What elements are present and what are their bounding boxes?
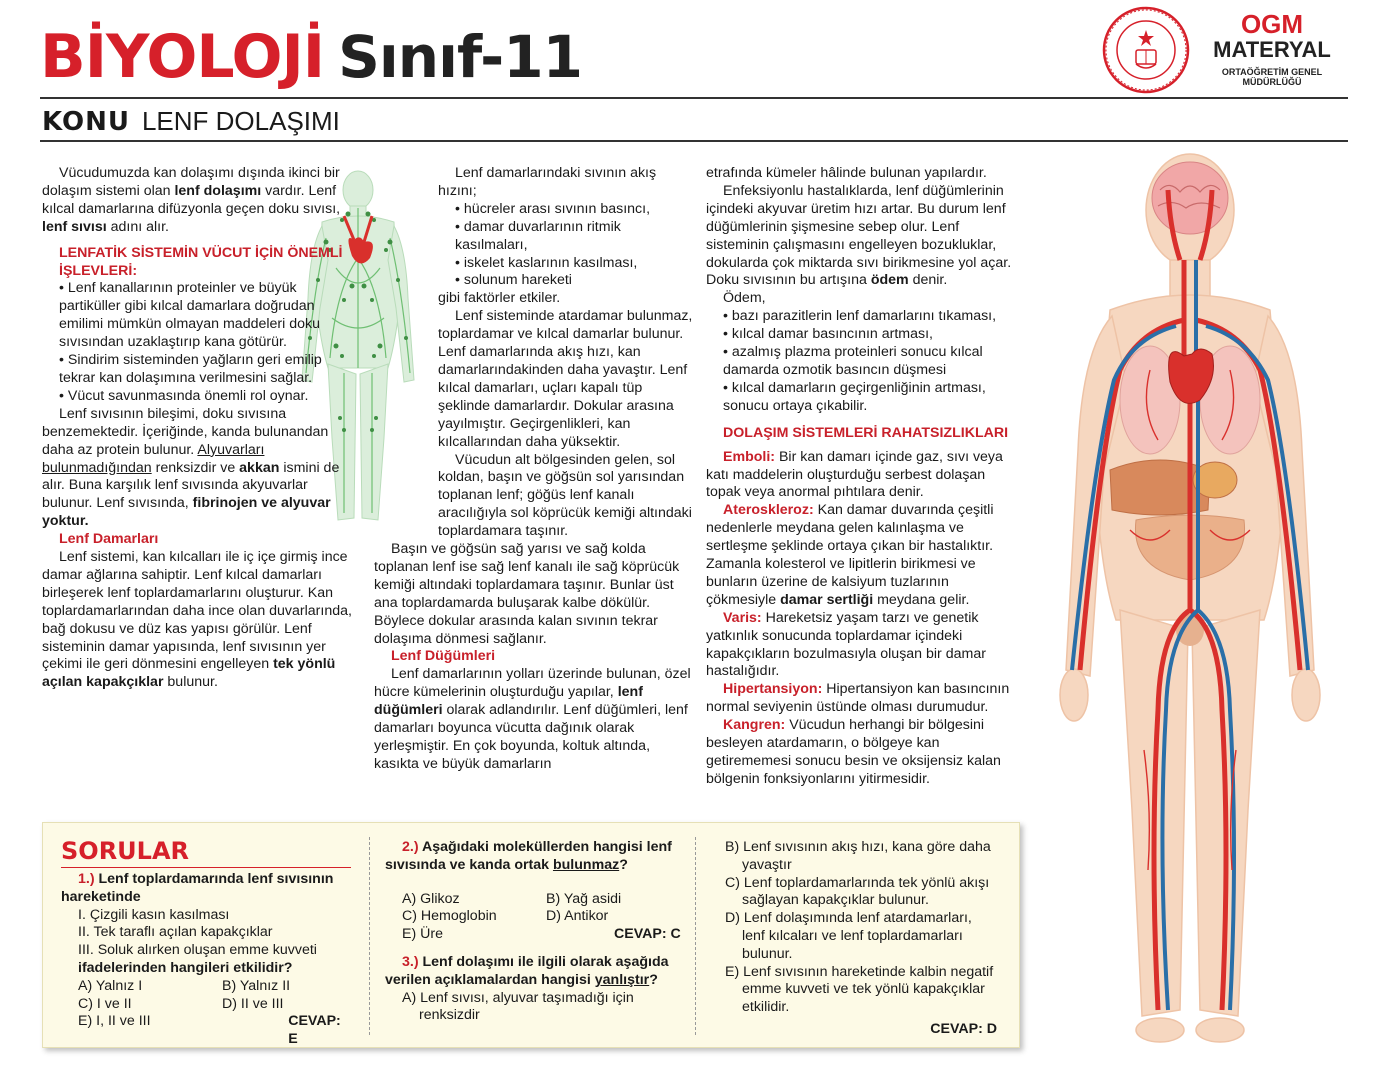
intro-paragraph: Vücudumuzda kan dolaşımı dışında ikinci bir dolaşım sistemi olan lenf dolaşımı vardır. Lenf kılcal damarlarına difüzyonla geçen doku sıvısı, lenf sıvısı adını alır. [42, 165, 341, 235]
questions-box [42, 822, 1020, 1048]
topic-bar [42, 106, 340, 137]
question-1-item-ii: II. Tek taraflı açılan kapakçıklar [78, 924, 273, 941]
disorder-atherosclerosis: Ateroskleroz: Kan damar duvarında çeşitli nedenlerle meydana gelen kalınlaşma ve sertleşme şeklinde ortaya çıkan bir hastalıktır. Zamanla kolesterol ve lipitlerin birikmesi ve bunların üzerine de kalsiyum tuzlarının çökmesiyle damar sertliği meydana gelir. [706, 502, 994, 608]
page-title [40, 22, 582, 92]
questions-title-rule [61, 867, 351, 868]
question-1-row-3 [61, 1013, 353, 1049]
edema-cause-3: • azalmış plazma proteinleri sonucu kılcal damarda ozmotik basıncın düşmesi [723, 344, 983, 378]
left-duct-paragraph: Vücudun alt bölgesinden gelen, sol koldan, başın ve göğsün sol yarısından toplanan lenf; göğüs lenf kanalı aracılığıyla sol köprücük kemiği altındaki toplardamara taşınır. [438, 451, 692, 540]
header-rule [40, 97, 1348, 99]
option-2c[interactable]: C) Hemoglobin [402, 908, 497, 925]
text-column-2 [374, 165, 694, 774]
question-1-row-2 [61, 996, 353, 1014]
edema-intro: Ödem, [723, 290, 766, 307]
option-2d[interactable]: D) Antikor [546, 908, 609, 925]
question-1-item-iii: III. Soluk alırken oluşan emme kuvveti [78, 942, 317, 959]
disorder-gangrene: Kangren: Vücudun herhangi bir bölgesini besleyen atardamarın, o bölgeye kan getirememesi sonucu besin ve oksijensiz kalan bölgenin fonksiyonlarını yitirmesidir. [706, 717, 1001, 787]
lymph-nodes-heading: Lenf Düğümleri [391, 648, 496, 665]
option-3c[interactable]: C) Lenf toplardamarlarında tek yönlü akışı sağlayan kapakçıklar bulunur. [725, 874, 990, 909]
answer-1: CEVAP: E [288, 1013, 341, 1048]
composition-paragraph: Lenf sıvısının bileşimi, doku sıvısına benzemektedir. İçeriğinde, kanda bulunandan daha az protein bulunur. Alyuvarları bulunmadığından renksizdir ve akkan ismini de alır. Buna karşılık lenf sıvısında akyuvarlar bulunur. Lenf sıvısında, fibrinojen ve alyuvar yoktur. [42, 405, 340, 530]
brand-materyal: MATERYAL [1213, 37, 1331, 62]
question-2-stem: 2.) Aşağıdaki moleküllerden hangisi lenf sıvısında ve kanda ortak bulunmaz? [385, 839, 672, 873]
question-2-row-3 [385, 926, 681, 944]
brand-ogm: OGM [1240, 9, 1304, 39]
question-3-continued [725, 839, 997, 1039]
questions-divider-2 [695, 837, 696, 1035]
option-1a[interactable]: A) Yalnız I [78, 977, 143, 994]
option-2b[interactable]: B) Yağ asidi [546, 890, 622, 907]
disorder-emboli: Emboli: Bir kan damarı içinde gaz, sıvı veya katı maddelerin oluşturduğu serbest dolaşan topak veya anormal pıhtılara denir. [706, 448, 1003, 501]
answer-3: CEVAP: D [930, 1020, 997, 1037]
lymph-nodes-paragraph: Lenf damarlarının yolları üzerinde bulunan, özel hücre kümelerinin oluşturduğu yapılar, lenf düğümleri olarak adlandırılır. Lenf düğümleri, lenf damarları boyunca vücutta dağınık olarak yerleşmiştir. En çok boyunda, koltuk altında, kasıkta ve büyük damarların [374, 666, 691, 772]
option-1d[interactable]: D) II ve III [222, 995, 284, 1012]
option-3a[interactable]: A) Lenf sıvısı, alyuvar taşımadığı için renksizdir [402, 989, 634, 1024]
option-1e[interactable]: E) I, II ve III [78, 1013, 151, 1030]
question-1 [61, 871, 353, 1049]
flow-factor-2: • damar duvarlarının ritmik kasılmaları, [455, 218, 621, 253]
question-2-row-1 [385, 891, 681, 909]
option-3e[interactable]: E) Lenf sıvısının hareketinde kalbin negatif emme kuvveti ve tek yönlü kapakçıklar etkilidir. [725, 963, 994, 1016]
questions-divider-1 [369, 837, 370, 1035]
question-1-ask: ifadelerinden hangileri etkilidir? [78, 959, 293, 976]
option-3b[interactable]: B) Lenf sıvısının akış hızı, kana göre daha yavaştır [725, 839, 991, 873]
text-column-3 [706, 165, 1014, 789]
question-1-stem: 1.) Lenf toplardamarında lenf sıvısının hareketinde [61, 871, 334, 905]
functions-heading: LENFATİK SİSTEMİN VÜCUT İÇİN ÖNEMLİ İŞLEVLERİ: [59, 244, 343, 279]
lymph-vessels-heading: Lenf Damarları [59, 531, 159, 548]
topic-rule [40, 140, 1348, 142]
answer-2: CEVAP: C [614, 926, 681, 943]
brand-directorate: ORTAÖĞRETİM GENEL MÜDÜRLÜĞÜ [1221, 67, 1323, 87]
flow-factor-3: • iskelet kaslarının kasılması, [455, 254, 638, 271]
disorder-hypertension: Hipertansiyon: Hipertansiyon kan basıncının normal seviyenin üstünde olması durumudur. [706, 681, 1010, 716]
flow-factors-end: gibi faktörler etkiler. [438, 290, 561, 307]
title-subject: BİYOLOJİ [40, 22, 325, 92]
ogm-brand [1198, 10, 1346, 87]
edema-cause-1: • bazı parazitlerin lenf damarlarını tıkaması, [723, 308, 997, 325]
question-3-stem: 3.) Lenf dolaşımı ile ilgili olarak aşağıda verilen açıklamalardan hangisi yanlıştır? [385, 953, 669, 988]
vessels-paragraph: Lenf sistemi, kan kılcalları ile iç içe girmiş ince damar ağlarına sahiptir. Lenf kılcal damarları birleşerek lenf toplardamarlarını oluşturur. Kan toplardamarlarından daha ince olan duvarlarında, bağ dokusu ve düz kas yapısı görülür. Lenf sisteminin damar yapısında, lenf sıvısının yer çekimi ile geri dönmesini engelleyen tek yönlü açılan kapakçıklar bulunur. [42, 549, 352, 691]
function-item-3: • Vücut savunmasında önemli rol oynar. [59, 387, 309, 404]
question-1-item-i: I. Çizgili kasın kasılması [78, 906, 230, 923]
title-grade: Sınıf-11 [338, 23, 582, 91]
disorder-varicose: Varis: Hareketsiz yaşam tarzı ve genetik yatkınlık sonucunda toplardamar içindeki kapakçıkların bozulmasıyla oluşan bir damar hastalığıdır. [706, 609, 986, 680]
edema-cause-4: • kılcal damarların geçirgenliğinin artması, sonucu ortaya çıkabilir. [723, 379, 986, 414]
topic-label: KONU [42, 107, 130, 137]
option-2a[interactable]: A) Glikoz [402, 890, 460, 907]
disorders-heading: DOLAŞIM SİSTEMLERİ RAHATSIZLIKLARI [723, 424, 1009, 441]
infection-paragraph: Enfeksiyonlu hastalıklarda, lenf düğümlerinin içindeki akyuvar üretim hızı artar. Bu durum lenf düğümlerinin şişmesine sebep olur. Lenf sisteminin çalışmasını engelleyen bozukluklar, dokularda çok miktarda sıvı birikmesine yol açar. Doku sıvısının bu artışına ödem denir. [706, 182, 1012, 289]
question-2-row-2 [385, 908, 681, 926]
flow-factor-1: • hücreler arası sıvının basıncı, [455, 200, 651, 217]
vessel-types-paragraph: Lenf sisteminde atardamar bulunmaz, toplardamar ve kılcal damarlar bulunur. Lenf damarlarında akış hızı, kan damarlarındakinden daha yavaştır. Lenf kılcal damarları, uçları kapalı tüp şeklinde damarlardır. Dokular arasına yayılmıştır. Geçirgenlikleri, kan kılcallarından daha yüksektir. [438, 308, 693, 450]
circulatory-system-figure [1040, 150, 1340, 1070]
function-item-1: • Lenf kanallarının proteinler ve büyük partiküller gibi kılcal damarlara doğrudan emilimi mümkün olmayan maddeleri doku sıvısından uzaklaştırıp kana götürür. [59, 280, 320, 351]
function-item-2: • Sindirim sisteminden yağların geri emilip tekrar kan dolaşımına verilmesini sağlar. [59, 352, 322, 386]
question-1-row-1 [61, 978, 353, 996]
flow-rate-intro: Lenf damarlarındaki sıvının akış hızını; [438, 165, 657, 199]
option-2e[interactable]: E) Üre [402, 926, 443, 943]
text-column-1 [42, 165, 358, 692]
flow-factor-4: • solunum hareketi [455, 272, 572, 289]
nodes-continued: etrafında kümeler hâlinde bulunan yapılardır. [706, 165, 987, 181]
meb-seal-icon [1102, 6, 1190, 94]
right-duct-paragraph: Başın ve göğsün sağ yarısı ve sağ kolda toplanan lenf ise sağ lenf kanalı ile sağ köprücük kemiği altındaki toplardamara taşınır. Bunlar üst ana toplardamarda buluşarak kalbe dökülür. Böylece dokular arasında kalan sıvının tekrar dolaşıma dönmesi sağlanır. [374, 541, 680, 647]
question-2 [385, 839, 681, 1025]
option-1c[interactable]: C) I ve II [78, 995, 132, 1012]
questions-title: SORULAR [61, 837, 190, 865]
edema-cause-2: • kılcal damar basıncının artması, [723, 326, 933, 343]
topic-title: LENF DOLAŞIMI [141, 106, 340, 136]
option-1b[interactable]: B) Yalnız II [222, 977, 291, 994]
option-3d[interactable]: D) Lenf dolaşımında lenf atardamarları, lenf kılcaları ve lenf toplardamarları bulunur. [725, 910, 972, 962]
